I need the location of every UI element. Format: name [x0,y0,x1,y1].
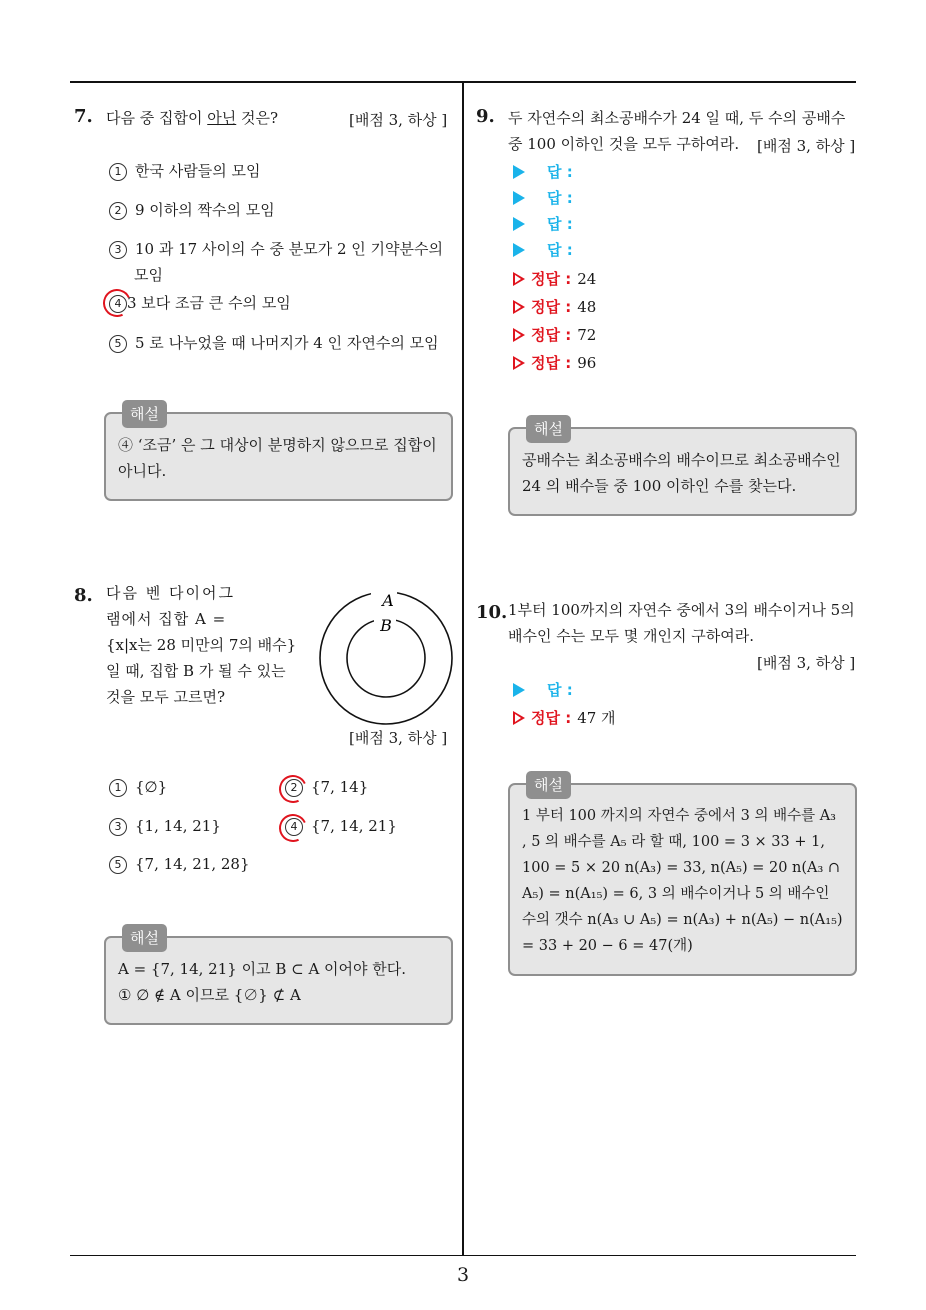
explanation-label: 해설 [526,415,571,443]
option-mark: 2 [109,202,127,220]
explanation-label: 해설 [122,400,167,428]
question-number: 10. [476,602,508,623]
correct-answer-row: 정답 : 47 개 [513,707,616,729]
option-2[interactable]: 2 {7, 14} [285,778,368,797]
play-arrow-icon [513,683,525,697]
score-label: [배점 3, 하상 ] [349,111,448,129]
venn-label-a: A [382,591,394,610]
option-3[interactable]: 3 10 과 17 사이의 수 중 분모가 2 인 기약분수의 [109,238,443,259]
page-number: 3 [456,1264,470,1286]
option-3[interactable]: 3 {1, 14, 21} [109,817,221,836]
correct-answer-row: 정답 : 96 [513,352,596,374]
selected-answer-mark [99,285,135,321]
venn-diagram [316,588,460,728]
option-5[interactable]: 5 {7, 14, 21, 28} [109,855,250,874]
option-mark: 2 [285,779,303,797]
question-text: 1부터 100까지의 자연수 중에서 3의 배수이거나 5의 배수인 수는 모두 몇 개인지 구하여라. [508,601,855,645]
play-arrow-icon [513,243,525,257]
option-mark: 1 [109,163,127,181]
option-2[interactable]: 2 9 이하의 짝수의 모임 [109,199,275,220]
hollow-arrow-icon [513,356,525,370]
option-4[interactable]: 4 {7, 14, 21} [285,817,397,836]
hollow-arrow-icon [513,272,525,286]
option-mark: 4 [285,818,303,836]
play-arrow-icon [513,191,525,205]
answer-row-4[interactable]: 답 : [513,239,573,261]
correct-answer-row: 정답 : 72 [513,324,596,346]
option-3-continued: 모임 [134,266,163,284]
question-number: 7. [74,106,93,127]
play-arrow-icon [513,217,525,231]
option-mark: 5 [109,856,127,874]
question-number: 8. [74,585,93,606]
option-5[interactable]: 5 5 로 나누었을 때 나머지가 4 인 자연수의 모임 [109,332,439,353]
answer-row[interactable]: 답 : [513,679,573,701]
score-label: [배점 3, 하상 ] [757,654,856,672]
option-mark: 3 [109,241,127,259]
explanation-label: 해설 [122,924,167,952]
option-1[interactable]: 1 한국 사람들의 모임 [109,160,260,181]
score-label: [배점 3, 하상 ] [349,729,448,747]
option-mark: 4 [109,295,127,313]
option-mark: 1 [109,779,127,797]
option-1[interactable]: 1 {∅} [109,778,167,797]
question-text: 다음 중 집합이 아닌 것은? [106,109,279,127]
explanation-box: 해설 A = {7, 14, 21} 이고 B ⊂ A 이어야 한다. ① ∅ ∉ A 이므로 {∅} ⊄ A [104,936,453,1025]
question-text: 다음 벤 다이어그 램에서 집합 A = {x|x는 28 미만의 7의 배수} 일 때, 집합 B 가 될 수 있는 것을 모두 고르면? [106,584,297,706]
option-4[interactable]: 4 3 보다 조금 큰 수의 모임 [109,292,291,313]
explanation-box: 해설 ④ ‘조금’ 은 그 대상이 분명하지 않으므로 집합이 아니다. [104,412,453,501]
hollow-arrow-icon [513,711,525,725]
answer-row-1[interactable]: 답 : [513,161,573,183]
venn-label-b: B [380,616,392,635]
play-arrow-icon [513,165,525,179]
question-text: 두 자연수의 최소공배수가 24 일 때, 두 수의 공배수 중 100 이하인 것을 모두 구하여라. [508,109,846,153]
selected-answer-mark [275,810,311,846]
correct-answer-row: 정답 : 48 [513,296,596,318]
hollow-arrow-icon [513,328,525,342]
column-divider [462,82,464,1256]
hollow-arrow-icon [513,300,525,314]
bottom-rule [70,1255,856,1256]
explanation-box: 해설 1 부터 100 까지의 자연수 중에서 3 의 배수를 A₃ , 5 의 배수를 A₅ 라 할 때, 100 = 3 × 33 + 1, 100 = 5 × 20 n(A₃) = 33, n(A₅) = 20 n(A₃ ∩ A₅) = n(A₁₅) = 6, 3 의 배수이거나 5 의 배수인 수의 갯수 n(A₃ ∪ A₅) = n(A₃) + n(A₅) − n(A₁₅) = 33 + 20 − 6 = 47(개) [508,783,857,976]
selected-answer-mark [275,771,311,807]
option-mark: 5 [109,335,127,353]
explanation-label: 해설 [526,771,571,799]
answer-row-2[interactable]: 답 : [513,187,573,209]
option-mark: 3 [109,818,127,836]
score-label: [배점 3, 하상 ] [757,137,856,155]
answer-row-3[interactable]: 답 : [513,213,573,235]
venn-outer-circle [320,592,452,724]
explanation-box: 해설 공배수는 최소공배수의 배수이므로 최소공배수인 24 의 배수들 중 100 이하인 수를 찾는다. [508,427,857,516]
question-number: 9. [476,106,495,127]
correct-answer-row: 정답 : 24 [513,268,596,290]
